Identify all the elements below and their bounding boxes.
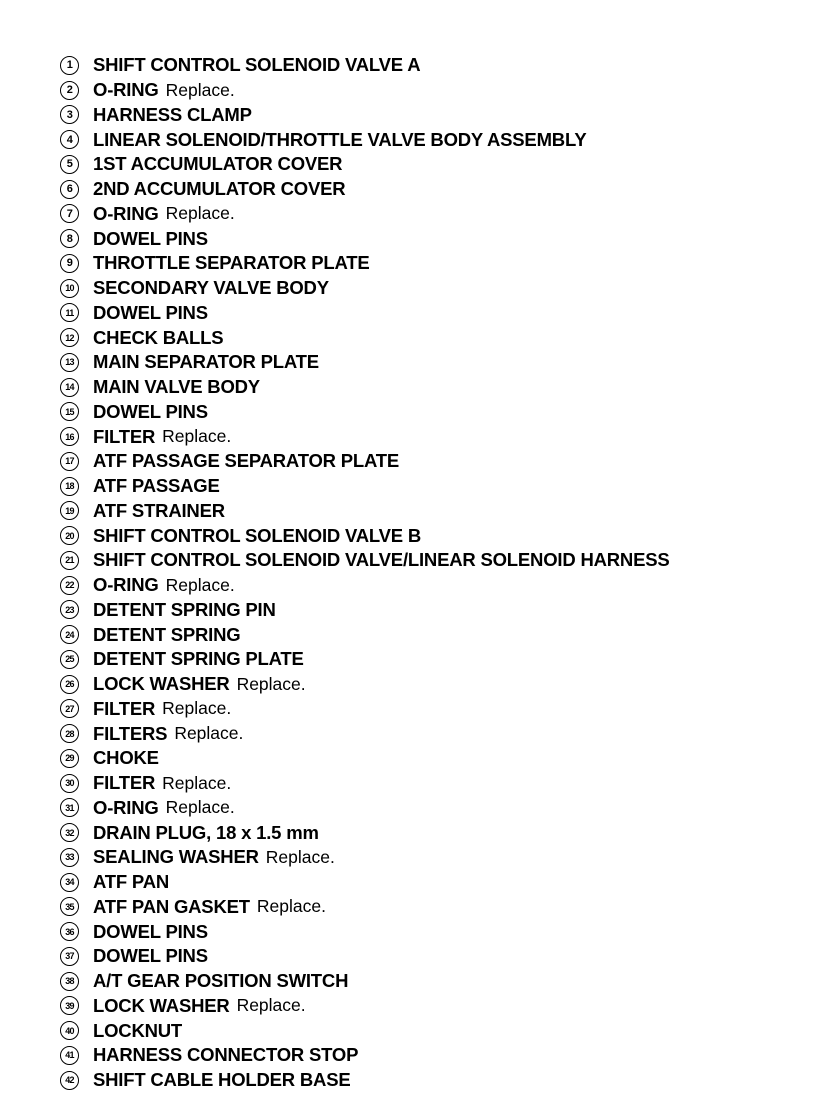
parts-list	[60, 53, 670, 1093]
part-name: SHIFT CONTROL SOLENOID VALVE B	[93, 524, 422, 546]
part-name: MAIN SEPARATOR PLATE	[93, 351, 319, 373]
part-item	[60, 424, 670, 449]
part-name: SEALING WASHER	[93, 846, 259, 868]
part-item	[60, 127, 670, 152]
part-name: SHIFT CONTROL SOLENOID VALVE A	[93, 54, 421, 76]
part-note: Replace.	[165, 79, 235, 100]
part-number: 20	[60, 526, 79, 545]
part-name: FILTER	[93, 425, 156, 447]
part-number: 33	[60, 848, 79, 867]
part-item	[60, 449, 670, 474]
part-name: ATF PAN GASKET	[93, 895, 250, 917]
part-item	[60, 622, 670, 647]
part-number: 18	[60, 477, 79, 496]
part-item	[60, 1018, 670, 1043]
part-name: CHOKE	[93, 747, 159, 769]
part-number: 13	[60, 353, 79, 372]
part-name: 2ND ACCUMULATOR COVER	[93, 178, 346, 200]
part-number: 8	[60, 229, 79, 248]
part-number: 34	[60, 873, 79, 892]
part-name: FILTER	[93, 772, 156, 794]
part-number: 15	[60, 402, 79, 421]
part-item	[60, 53, 670, 78]
part-item	[60, 103, 670, 128]
part-name: SHIFT CONTROL SOLENOID VALVE/LINEAR SOLENOID HARNESS	[93, 549, 670, 571]
part-number: 7	[60, 204, 79, 223]
part-item	[60, 573, 670, 598]
part-name: HARNESS CONNECTOR STOP	[93, 1044, 359, 1066]
part-number: 37	[60, 947, 79, 966]
part-name: DOWEL PINS	[93, 920, 208, 942]
part-item	[60, 226, 670, 251]
part-item	[60, 647, 670, 672]
part-name: SHIFT CABLE HOLDER BASE	[93, 1069, 351, 1091]
part-note: Replace.	[174, 723, 244, 744]
part-name: O-RING	[93, 796, 159, 818]
part-number: 21	[60, 551, 79, 570]
part-name: DRAIN PLUG, 18 x 1.5 mm	[93, 821, 319, 843]
part-note: Replace.	[162, 698, 232, 719]
part-name: DETENT SPRING PIN	[93, 598, 276, 620]
part-number: 23	[60, 600, 79, 619]
part-name: O-RING	[93, 574, 159, 596]
part-name: DETENT SPRING PLATE	[93, 648, 304, 670]
part-number: 41	[60, 1046, 79, 1065]
part-name: O-RING	[93, 79, 159, 101]
part-item	[60, 598, 670, 623]
part-item	[60, 78, 670, 103]
part-item	[60, 177, 670, 202]
part-item	[60, 1043, 670, 1068]
part-number: 9	[60, 254, 79, 273]
part-name: 1ST ACCUMULATOR COVER	[93, 153, 343, 175]
part-number: 22	[60, 576, 79, 595]
part-name: DETENT SPRING	[93, 623, 241, 645]
part-name: LINEAR SOLENOID/THROTTLE VALVE BODY ASSEMBLY	[93, 128, 587, 150]
part-item	[60, 202, 670, 227]
part-number: 3	[60, 105, 79, 124]
part-note: Replace.	[165, 203, 235, 224]
part-item	[60, 350, 670, 375]
part-item	[60, 771, 670, 796]
part-item	[60, 895, 670, 920]
part-number: 29	[60, 749, 79, 768]
part-item	[60, 301, 670, 326]
part-number: 42	[60, 1071, 79, 1090]
part-number: 6	[60, 180, 79, 199]
part-name: ATF PASSAGE SEPARATOR PLATE	[93, 450, 400, 472]
part-number: 4	[60, 130, 79, 149]
part-note: Replace.	[162, 772, 232, 793]
part-number: 27	[60, 699, 79, 718]
part-number: 40	[60, 1021, 79, 1040]
part-item	[60, 474, 670, 499]
part-name: MAIN VALVE BODY	[93, 376, 260, 398]
part-item	[60, 152, 670, 177]
part-name: DOWEL PINS	[93, 227, 208, 249]
part-number: 14	[60, 378, 79, 397]
part-number: 11	[60, 303, 79, 322]
part-number: 38	[60, 972, 79, 991]
part-item	[60, 523, 670, 548]
part-name: HARNESS CLAMP	[93, 103, 252, 125]
part-name: DOWEL PINS	[93, 945, 208, 967]
part-note: Replace.	[236, 673, 306, 694]
part-name: FILTER	[93, 697, 156, 719]
part-item	[60, 548, 670, 573]
part-name: A/T GEAR POSITION SWITCH	[93, 970, 349, 992]
part-number: 31	[60, 798, 79, 817]
part-item	[60, 697, 670, 722]
part-item	[60, 870, 670, 895]
part-name: LOCK WASHER	[93, 994, 230, 1016]
part-item	[60, 845, 670, 870]
part-number: 19	[60, 501, 79, 520]
part-number: 39	[60, 996, 79, 1015]
part-number: 36	[60, 922, 79, 941]
part-note: Replace.	[256, 896, 326, 917]
part-name: LOCK WASHER	[93, 673, 230, 695]
part-name: THROTTLE SEPARATOR PLATE	[93, 252, 370, 274]
part-note: Replace.	[265, 846, 335, 867]
part-number: 35	[60, 897, 79, 916]
part-item	[60, 1068, 670, 1093]
part-note: Replace.	[236, 995, 306, 1016]
part-name: ATF STRAINER	[93, 499, 225, 521]
part-name: ATF PAN	[93, 871, 170, 893]
part-item	[60, 251, 670, 276]
part-item	[60, 721, 670, 746]
part-number: 10	[60, 279, 79, 298]
part-name: LOCKNUT	[93, 1019, 183, 1041]
part-item	[60, 796, 670, 821]
part-number: 25	[60, 650, 79, 669]
part-number: 16	[60, 427, 79, 446]
part-item	[60, 325, 670, 350]
part-name: FILTERS	[93, 722, 168, 744]
part-number: 26	[60, 675, 79, 694]
part-item	[60, 375, 670, 400]
part-item	[60, 919, 670, 944]
part-number: 28	[60, 724, 79, 743]
part-number: 17	[60, 452, 79, 471]
part-name: O-RING	[93, 202, 159, 224]
part-item	[60, 499, 670, 524]
part-item	[60, 994, 670, 1019]
part-item	[60, 672, 670, 697]
part-number: 2	[60, 81, 79, 100]
part-name: ATF PASSAGE	[93, 475, 220, 497]
part-item	[60, 969, 670, 994]
part-item	[60, 746, 670, 771]
part-item	[60, 276, 670, 301]
part-note: Replace.	[165, 797, 235, 818]
part-number: 32	[60, 823, 79, 842]
part-name: DOWEL PINS	[93, 301, 208, 323]
part-note: Replace.	[162, 426, 232, 447]
part-number: 24	[60, 625, 79, 644]
part-number: 1	[60, 56, 79, 75]
part-name: DOWEL PINS	[93, 400, 208, 422]
part-item	[60, 820, 670, 845]
part-item	[60, 944, 670, 969]
part-name: SECONDARY VALVE BODY	[93, 277, 329, 299]
part-note: Replace.	[165, 574, 235, 595]
part-name: CHECK BALLS	[93, 326, 224, 348]
part-number: 12	[60, 328, 79, 347]
part-number: 30	[60, 774, 79, 793]
part-item	[60, 400, 670, 425]
part-number: 5	[60, 155, 79, 174]
